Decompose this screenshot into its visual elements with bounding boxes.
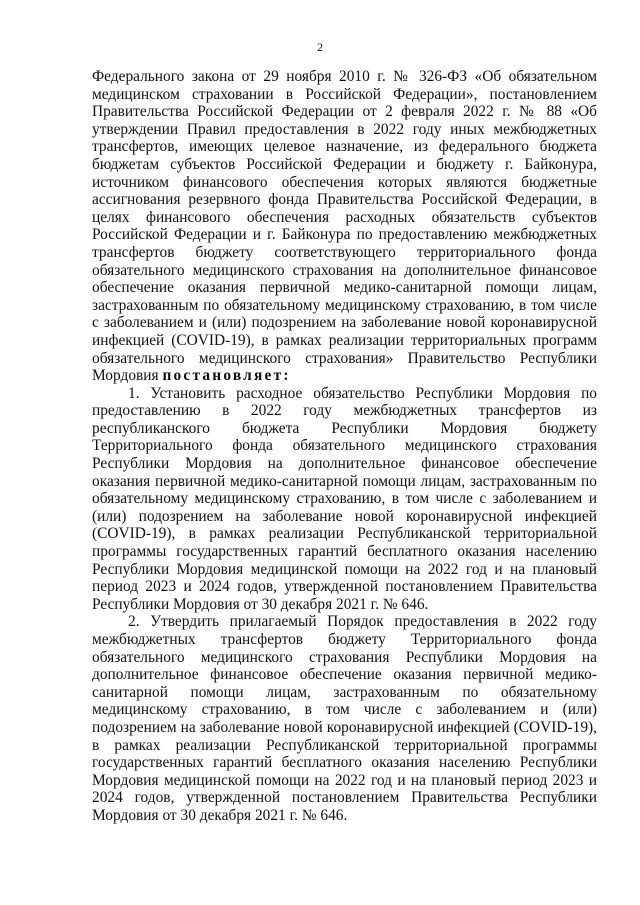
item-1-paragraph: 1. Установить расходное обязательство Республики Мордовия по предоставлению в 2022 году межбюджетных трансфертов из республиканского бюджета Республики Мордовия бюджету Территориального фонда обязательного медицинского страхования Республики Мордовия на дополнительное финансовое обеспечение оказания первичной медико-санитарной помощи лицам, застрахованным по обязательному медицинскому страхованию, в том числе с заболеванием и (или) подозрением на заболевание новой коронавирусной инфекцией (COVID-19), в рамках реализации Республиканской территориальной программы государственных гарантий бесплатного оказания населению Республики Мордовия медицинской помощи на 2022 год и на плановый период 2023 и 2024 годов, утвержденной постановлением Правительства Республики Мордовия от 30 декабря 2021 г. № 646.	[92, 384, 597, 613]
decree-word: постановляет:	[162, 367, 291, 385]
intro-paragraph	[92, 68, 597, 385]
page-number: 2	[317, 40, 323, 54]
item-2-paragraph: 2. Утвердить прилагаемый Порядок предоставления в 2022 году межбюджетных трансфертов бюджету Территориального фонда обязательного медицинского страхования Республики Мордовия на дополнительное финансовое обеспечение оказания первичной медико-санитарной помощи лицам, застрахованным по обязательному медицинскому страхованию, в том числе с заболеванием и (или) подозрением на заболевание новой коронавирусной инфекцией (COVID-19), в рамках реализации Республиканской территориальной программы государственных гарантий бесплатного оказания населению Республики Мордовия медицинской помощи на 2022 год и на плановый период 2023 и 2024 годов, утвержденной постановлением Правительства Республики Мордовия от 30 декабря 2021 г. № 646.	[92, 613, 597, 824]
document-body	[92, 68, 597, 825]
intro-text: Федерального закона от 29 ноября 2010 г. № 326-ФЗ «Об обязательном медицинском страховании в Российской Федерации», постановлением Правительства Российской Федерации от 2 февраля 2022 г. № 88 «Об утверждении Правил предоставления в 2022 году иных межбюджетных трансфертов, имеющих целевое назначение, из федерального бюджета бюджетам субъектов Российской Федерации и бюджету г. Байконура, источником финансового обеспечения которых являются бюджетные ассигнования резервного фонда Правительства Российской Федерации, в целях финансового обеспечения расходных обязательств субъектов Российской Федерации и г. Байконура по предоставлению межбюджетных трансфертов бюджету соответствующего территориального фонда обязательного медицинского страхования на дополнительное финансовое обеспечение оказания первичной медико-санитарной помощи лицам, застрахованным по обязательному медицинскому страхованию, в том числе с заболеванием и (или) подозрением на заболевание новой коронавирусной инфекцией (COVID-19), в рамках реализации территориальных программ обязательного медицинского страхования» Правительство Республики Мордовия	[92, 68, 597, 385]
